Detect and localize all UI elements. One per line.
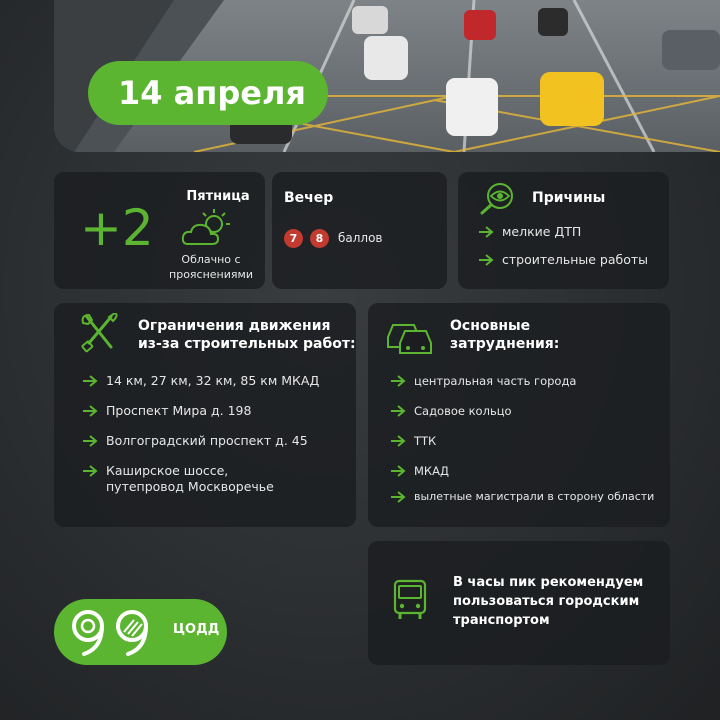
weather-condition: Облачно с прояснениями bbox=[169, 253, 253, 281]
arrow-right-icon bbox=[390, 374, 406, 388]
arrow-right-icon bbox=[390, 464, 406, 478]
codd-logo-text: ЦОДД bbox=[173, 622, 220, 637]
difficulties-list bbox=[390, 373, 666, 505]
list-item: строительные работы bbox=[478, 252, 648, 268]
arrow-right-icon bbox=[390, 434, 406, 448]
list-item: Проспект Мира д. 198 bbox=[82, 403, 352, 419]
reasons-list bbox=[478, 224, 648, 268]
reasons-title: Причины bbox=[532, 190, 606, 206]
arrow-right-icon bbox=[478, 225, 494, 239]
list-item: вылетные магистрали в сторону области bbox=[390, 489, 666, 505]
restrictions-card bbox=[54, 303, 356, 527]
difficulties-title: Основные затруднения: bbox=[450, 318, 560, 352]
difficulties-card bbox=[368, 303, 670, 527]
partly-cloudy-icon bbox=[180, 208, 236, 248]
recommendation-card bbox=[368, 541, 670, 665]
arrow-right-icon bbox=[82, 374, 98, 388]
magnifier-eye-icon bbox=[478, 180, 518, 216]
reasons-card bbox=[458, 172, 669, 289]
weather-card bbox=[54, 172, 265, 289]
date-badge bbox=[88, 61, 328, 125]
list-item: мелкие ДТП bbox=[478, 224, 648, 240]
list-item: Садовое кольцо bbox=[390, 403, 666, 419]
score-badge-from: 7 bbox=[284, 229, 303, 248]
bus-icon bbox=[392, 579, 428, 621]
arrow-right-icon bbox=[390, 404, 406, 418]
codd-logo bbox=[54, 599, 227, 665]
cars-icon bbox=[384, 317, 436, 357]
tools-icon bbox=[79, 313, 119, 353]
codd-logo-mark bbox=[64, 604, 160, 660]
score-badge-to: 8 bbox=[310, 229, 329, 248]
temperature-value: +2 bbox=[80, 199, 154, 257]
restrictions-list bbox=[82, 373, 352, 495]
list-item: Каширское шоссе, путепровод Москворечье bbox=[82, 463, 352, 495]
list-item: центральная часть города bbox=[390, 373, 666, 389]
restrictions-title: Ограничения движения из-за строительных работ: bbox=[138, 318, 356, 352]
arrow-right-icon bbox=[390, 490, 406, 504]
list-item: Волгоградский проспект д. 45 bbox=[82, 433, 352, 449]
list-item: МКАД bbox=[390, 463, 666, 479]
arrow-right-icon bbox=[82, 404, 98, 418]
recommendation-text: В часы пик рекомендуем пользоваться городским транспортом bbox=[453, 575, 644, 628]
list-item: 14 км, 27 км, 32 км, 85 км МКАД bbox=[82, 373, 352, 389]
list-item: ТТК bbox=[390, 433, 666, 449]
arrow-right-icon bbox=[82, 434, 98, 448]
evening-card bbox=[272, 172, 447, 289]
date-label: 14 апреля bbox=[118, 74, 306, 112]
arrow-right-icon bbox=[478, 253, 494, 267]
arrow-right-icon bbox=[82, 464, 98, 478]
evening-title: Вечер bbox=[284, 190, 334, 206]
score-unit: баллов bbox=[338, 231, 383, 245]
weekday-label: Пятница bbox=[186, 189, 250, 204]
